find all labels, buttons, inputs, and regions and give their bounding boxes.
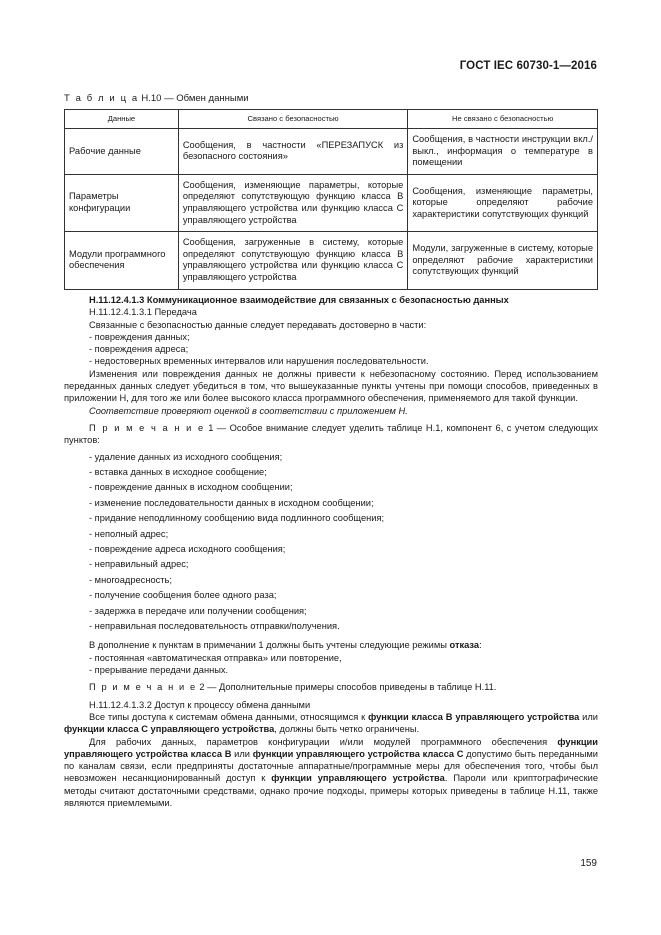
subsection-access: H.11.12.4.1.3.2 Доступ к процессу обмена данными — [89, 699, 311, 710]
note-1 — [64, 422, 598, 447]
table-row — [65, 174, 598, 231]
section-title: H.11.12.4.1.3 Коммуникационное взаимодействие для связанных с безопасностью данных — [89, 295, 509, 305]
access-paragraph-2 — [64, 736, 598, 810]
table-caption-text: Н.10 — Обмен данными — [138, 93, 249, 104]
table-cell-safety: Сообщения, изменяющие параметры, которые определяют сопутствующую функцию класса В управляющего устройства или функцию класса С управляющего устройства — [178, 174, 408, 231]
table-caption-label: Т а б л и ц а — [64, 93, 139, 104]
access-p2-bold: функции управляющего устройства — [271, 773, 445, 784]
list-item: - многоадресность; — [89, 574, 172, 585]
failure-modes-intro-text: В дополнение к пунктам в примечании 1 должны быть учтены следующие режимы — [89, 640, 450, 651]
list-item: - прерывание передачи данных. — [89, 665, 229, 676]
list-item: - неполный адрес; — [89, 528, 169, 539]
access-p2-text: допустимо быть переданными по каналам связи, если предприняты достаточные аппаратные/программные меры для обеспечения того, чтобы был невозможен несанкционированный доступ к — [64, 748, 598, 784]
list-item: - повреждения данных; — [89, 331, 190, 342]
list-item: - неправильная последовательность отправки/получения. — [89, 621, 340, 632]
table-row — [65, 232, 598, 289]
table-cell-data: Модули программного обеспечения — [65, 232, 179, 289]
list-item: - придание неподлинному сообщению вида подлинного сообщения; — [89, 513, 385, 524]
table-cell-non-safety: Модули, загруженные в систему, которые определяют рабочие характеристики сопутствующих функций — [408, 232, 598, 289]
access-p2-text: или — [231, 748, 253, 759]
failure-modes-colon: : — [479, 640, 482, 651]
changes-paragraph: Изменения или повреждения данных не должны привести к небезопасному состоянию. Перед использованием переданных данных следует убедиться в том, что вышеуказанные пункты учтены при помощи способов, приведенных в приложении Н, для того же или более высокого класса программного обеспечения, применяемого для такой функции. — [64, 368, 598, 404]
table-cell-non-safety: Сообщения, изменяющие параметры, которые определяют рабочие характеристики сопутствующих функций — [408, 174, 598, 231]
col-header-data: Данные — [65, 110, 179, 129]
access-p1-bold: функции класса С управляющего устройства — [64, 724, 275, 735]
table-cell-safety: Сообщения, в частности «ПЕРЕЗАПУСК из безопасного состояния» — [178, 129, 408, 175]
access-p2-bold: функции управляющего устройства класса В — [64, 736, 598, 759]
subsection-transfer: H.11.12.4.1.3.1 Передача — [89, 307, 197, 318]
access-p2-text: . Пароли или криптографические методы считают достаточными средствами, однако прочие подходы, примеры которых приведены в таблице Н.11, также являются приемлемыми. — [64, 773, 598, 808]
note-1-label: П р и м е ч а н и е — [89, 422, 205, 433]
data-exchange-table — [64, 109, 598, 290]
note-2-text: 2 — Дополнительные примеры способов приведены в таблице Н.11. — [196, 682, 497, 693]
list-item: - удаление данных из исходного сообщения; — [89, 451, 283, 462]
note-2 — [64, 681, 598, 693]
table-cell-safety: Сообщения, загруженные в систему, которые определяют сопутствующую функцию класса В управляющего устройства или функцию класса С управляющего устройства — [178, 232, 408, 289]
standard-code: ГОСТ IEC 60730-1—2016 — [459, 60, 597, 72]
list-item: - неправильный адрес; — [89, 559, 189, 570]
access-p1-bold: функции класса В управляющего устройства — [368, 711, 580, 722]
table-cell-data: Параметры конфигурации — [65, 174, 179, 231]
access-p1-text: Все типы доступа к системам обмена данными, относящимся к — [89, 711, 369, 722]
list-item: - вставка данных в исходное сообщение; — [89, 466, 267, 477]
list-item: - постоянная «автоматическая отправка» или повторение, — [89, 652, 342, 663]
table-caption — [64, 93, 249, 104]
col-header-non-safety: Не связано с безопасностью — [408, 110, 598, 129]
compliance-statement: Соответствие проверяют оценкой в соответствии с приложением Н. — [89, 405, 408, 416]
list-item: - задержка в передаче или получении сообщения; — [89, 605, 307, 616]
access-p2-text: Для рабочих данных, параметров конфигурации и/или модулей программного обеспечения — [89, 736, 558, 747]
note-1-list — [64, 450, 598, 635]
table-cell-data: Рабочие данные — [65, 129, 179, 175]
table-cell-non-safety: Сообщения, в частности инструкции вкл./выкл., информация о температуре в помещении — [408, 129, 598, 175]
section-body — [64, 294, 598, 809]
list-item: - повреждение адреса исходного сообщения; — [89, 544, 286, 554]
access-p1-text: , должны быть четко ограничены. — [274, 724, 420, 735]
table-header-row — [65, 110, 598, 129]
failure-modes-keyword: отказа — [449, 640, 480, 651]
note-2-label: П р и м е ч а н и е — [89, 682, 197, 693]
access-p1-text: или — [579, 711, 598, 722]
transfer-intro: Связанные с безопасностью данные следует передавать достоверно в части: — [89, 319, 427, 330]
list-item: - получение сообщения более одного раза; — [89, 590, 277, 601]
access-p2-bold: функции управляющего устройства класса С — [252, 748, 464, 759]
table-row — [65, 129, 598, 175]
list-item: - повреждения адреса; — [89, 344, 189, 355]
page-number: 159 — [580, 858, 597, 869]
access-paragraph-1 — [64, 711, 598, 736]
col-header-safety: Связано с безопасностью — [178, 110, 408, 129]
list-item: - изменение последовательности данных в исходном сообщении; — [89, 497, 374, 508]
note-1-text: 1 — Особое внимание следует уделить таблице Н.1, компонент 6, с учетом следующих пунктов: — [64, 422, 598, 446]
list-item: - повреждение данных в исходном сообщении; — [89, 482, 293, 493]
failure-modes-intro — [64, 639, 598, 651]
list-item: - недостоверных временных интервалов или нарушения последовательности. — [89, 356, 429, 367]
